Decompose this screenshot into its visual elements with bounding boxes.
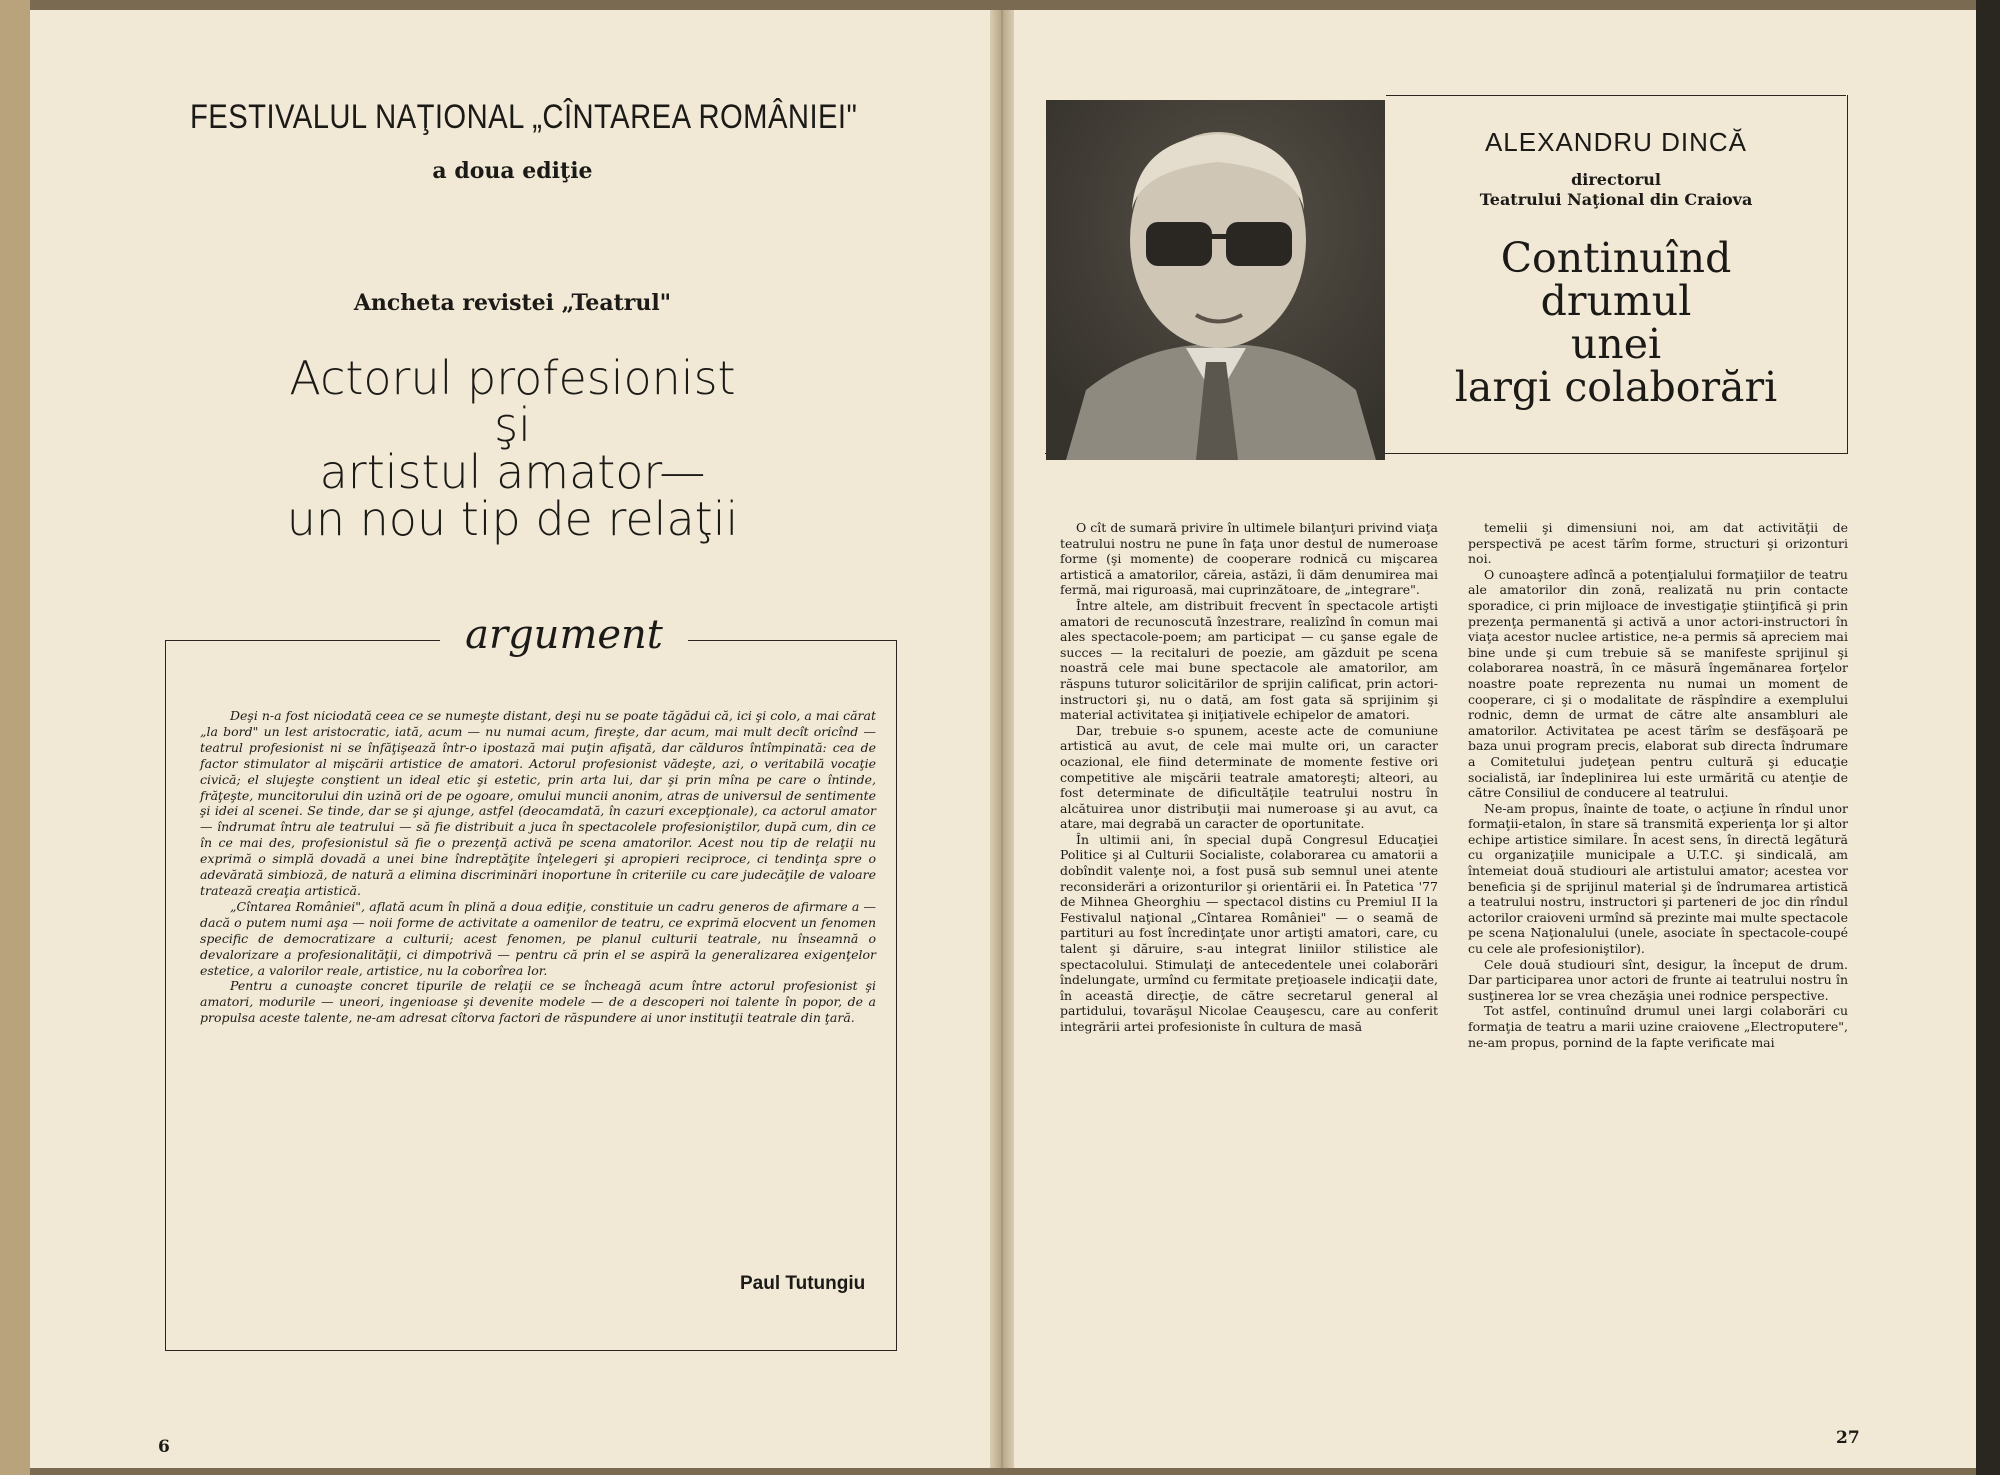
column-paragraph: Dar, trebuie s-o spunem, aceste acte de comuniune artistică au avut, de cele mai multe ori, un caracter ocazional, ele fiind determinate de momente festive ori competitive ale mişcării teatrale amatoreşti; alteori, au fost determinate de dificultăţile teatrului nostru în alcătuirea unor distribuţii mai numeroase şi au avut, ca atare, mai degrabă un caracter de oportunitate. — [1060, 722, 1438, 832]
column-paragraph: temelii şi dimensiuni noi, am dat activităţii de perspectivă pe acest tărîm forme, structuri şi orizonturi noi. — [1468, 520, 1848, 567]
right-article-title — [1386, 234, 1846, 411]
portrait-illustration — [1046, 100, 1385, 460]
header-box-top-rule — [1386, 95, 1846, 96]
survey-heading: Ancheta revistei „Teatrul" — [353, 290, 672, 316]
page-number-left: 6 — [158, 1437, 170, 1457]
interviewee-name: ALEXANDRU DINCĂ — [1484, 127, 1748, 157]
column-paragraph: O cunoaştere adîncă a potenţialului formaţiilor de teatru ale amatorilor din zonă, realizată nu prin contacte sporadice, ci prin mijloace de investigaţie ştiinţifică şi prin prezenţa permanentă şi activă a unor actori-instructori în viaţa acestor nuclee artistice, ne-a permis să apreciem mai bine unde şi cum trebuie să se manifeste sprijinul şi colaborarea noastră, în ce măsură îngemănarea forţelor noastre poate reprezenta nu numai un moment de cooperare, ci şi o modalitate de răspîndire a exemplului rodnic, demn de urmat de către alte ansambluri ale amatorilor. Activitatea pe acest tărîm se desfăşoară pe baza unui program precis, elaborat sub directa îndrumare a Comitetului judeţean pentru cultură şi educaţie socialistă, iar îndeplinirea lui este urmărită cu atenţie de către Consiliul de conducere al teatrului. — [1468, 566, 1848, 801]
argument-paragraph: Deşi n-a fost niciodată ceea ce se numeşte distant, deşi nu se poate tăgădui că, ici şi colo, a mai cărat „la bord" un lest aristocratic, iată, acum — nu numai acum, fireşte, dar acum, mai mult decît oricînd — teatrul profesionist ni se înfăţişează într-o ipostază mai puţin afişată, dar călduros întîmpinată: cea de factor stimulator al mişcării artistice de amatori. Actorul profesionist vădeşte, azi, o veritabilă vocaţie civică; el slujeşte conştient un ideal etic şi estetic, prin arta lui, dar şi prin mîna pe care o întinde, frăţeşte, muncitorului din uzină ori de pe ogoare, omului muncii anonim, atras de universul de sentimente şi idei al scenei. Se tinde, dar se şi ajunge, astfel (deocamdată, în cazuri excepţionale), ca actorul amator — îndrumat întru ale teatrului — să fie distribuit a juca în spectacolele profesioniştilor, după cum, din ce în ce mai des, profesionistul să fie o prezenţă activă pe scena amatorilor. Acest nou tip de relaţii nu exprimă o simplă dovadă a unei bine îndreptăţite înţelegeri şi apropieri reciproce, ci tendinţa spre o adevărată simbioză, de natură a elimina discriminări inoportune în criteriile cu care judecăţile de valoare tratează creaţia artistică. — [200, 708, 876, 898]
argument-text — [200, 708, 876, 1026]
argument-paragraph: „Cîntarea României", aflată acum în plină a doua ediţie, constituie un cadru generos de afirmare a — dacă o putem numi aşa — noii forme de activitate a oamenilor de teatru, ce exprimă elocvent un fenomen specific de democratizare a culturii; acest fenomen, pe planul culturii teatrale, nu înseamnă o devalorizare a profesionalităţii, ci dimpotrivă — pentru că prin el se aspiră la generalizarea exigenţelor estetice, a valorilor reale, artistice, nu la coborîrea lor. — [200, 898, 876, 978]
interviewee-role: directorul — [1571, 170, 1661, 189]
right-page-edge — [1976, 0, 2000, 1475]
interviewee-institution: Teatrului Naţional din Craiova — [1479, 190, 1753, 209]
title-line: Actorul profesionist — [289, 351, 736, 405]
column-paragraph: În ultimii ani, în special după Congresul Educaţiei Politice şi al Culturii Socialiste, colaborarea cu amatorii a dobîndit valenţe noi, a fost pusă sub semnul unei atente reconsiderări a orizonturilor şi orientării ei. În Patetica '77 de Mihnea Gheorghiu — spectacol distins cu Premiul II la Festivalul naţional „Cîntarea României" — o seamă de partituri au fost încredinţate unor artişti amatori, care, cu talent şi dăruire, s-au integrat liniilor stilistice ale spectacolului. Stimulaţi de antecedentele unei colaborări îndelungate, urmînd cu fermitate preţioasele indicaţii date, în această direcţie, de către secretarul general al partidului, tovarăşul Nicolae Ceauşescu, care au conferit integrării artei profesioniste în cultura de masă — [1060, 831, 1438, 1034]
text-column-1 — [1060, 520, 1438, 1035]
article-title — [30, 351, 995, 546]
column-paragraph: Ne-am propus, înainte de toate, o acţiune în rîndul unor formaţii-etalon, în stare să transmită experienţa lor şi altor echipe artistice similare. În acest sens, în directă legătură cu organizaţiile municipale a U.T.C. şi sindicală, am întemeiat două studiouri ale artistului amator; acestea vor beneficia şi de sprijinul material şi de îndrumarea artistică a teatrului nostru, instructori şi parteneri de joc din rîndul actorilor craioveni urmînd să prezinte mai multe spectacole pe scena Naţionalului (unele, asociate în spectacole-coupé cu cele ale profesioniştilor). — [1468, 800, 1848, 957]
argument-author: Paul Tutungiu — [740, 1273, 866, 1294]
title-line: un nou tip de relaţii — [286, 492, 739, 546]
portrait-photo — [1046, 100, 1385, 460]
title-line: unei — [1570, 320, 1662, 368]
argument-paragraph: Pentru a cunoaşte concret tipurile de relaţii ce se încheagă acum între actorul profesionist şi amatori, modurile — uneori, ingenioase şi devenite modele — de a descoperi noi talente în popor, de a propulsa aceste talente, ne-am adresat cîtorva factori de răspundere ai unor instituţii teatrale din ţară. — [200, 978, 876, 1026]
page-number-right: 27 — [1836, 1428, 1860, 1448]
column-paragraph: Cele două studiouri sînt, desigur, la început de drum. Dar participarea unor actori de frunte ai teatrului nostru în susţinerea lor se vrea chezăşia unei rodnice perspective. — [1468, 956, 1848, 1003]
edition-subtitle: a doua ediţie — [432, 158, 593, 184]
argument-rule-left — [165, 640, 440, 641]
book-gutter — [990, 10, 1014, 1468]
argument-rule-right — [688, 640, 897, 641]
argument-heading: argument — [465, 612, 663, 658]
title-line: artistul amator— — [319, 445, 706, 499]
title-line: şi — [494, 398, 531, 452]
column-paragraph: Între altele, am distribuit frecvent în spectacole artişti amatori de recunoscută înzestrare, realizînd în comun mai ales spectacole-poem; am participat — cu şanse egale de succes — la recitaluri de poezie, am găzduit pe scena noastră cele mai bune spectacole ale amatorilor, am răspuns tuturor solicitărilor de sprijin calificat, prin actori-instructori şi, nu o dată, am fost gata să sprijinim şi material activitatea şi iniţiativele echipelor de amatori. — [1060, 597, 1438, 723]
text-column-2 — [1468, 520, 1848, 1050]
title-line: Continuînd — [1500, 234, 1732, 282]
festival-title: FESTIVALUL NAŢIONAL „CÎNTAREA ROMÂNIEI" — [190, 98, 858, 136]
left-page-edge — [0, 0, 30, 1475]
column-paragraph: O cît de sumară privire în ultimele bilanţuri privind viaţa teatrului nostru ne pune în faţa unor destul de numeroase forme (şi momente) de cooperare rodnică cu mişcarea artistică a amatorilor, căreia, astăzi, îi dăm denumirea mai fermă, mai riguroasă, mai cuprinzătoare, de „integrare". — [1060, 520, 1438, 598]
column-paragraph: Tot astfel, continuînd drumul unei largi colaborări cu formaţia de teatru a marii uzine craiovene „Electroputere", ne-am propus, pornind de la fapte verificate mai — [1468, 1003, 1848, 1050]
title-line: drumul — [1540, 277, 1692, 325]
title-line: largi colaborări — [1454, 363, 1778, 411]
